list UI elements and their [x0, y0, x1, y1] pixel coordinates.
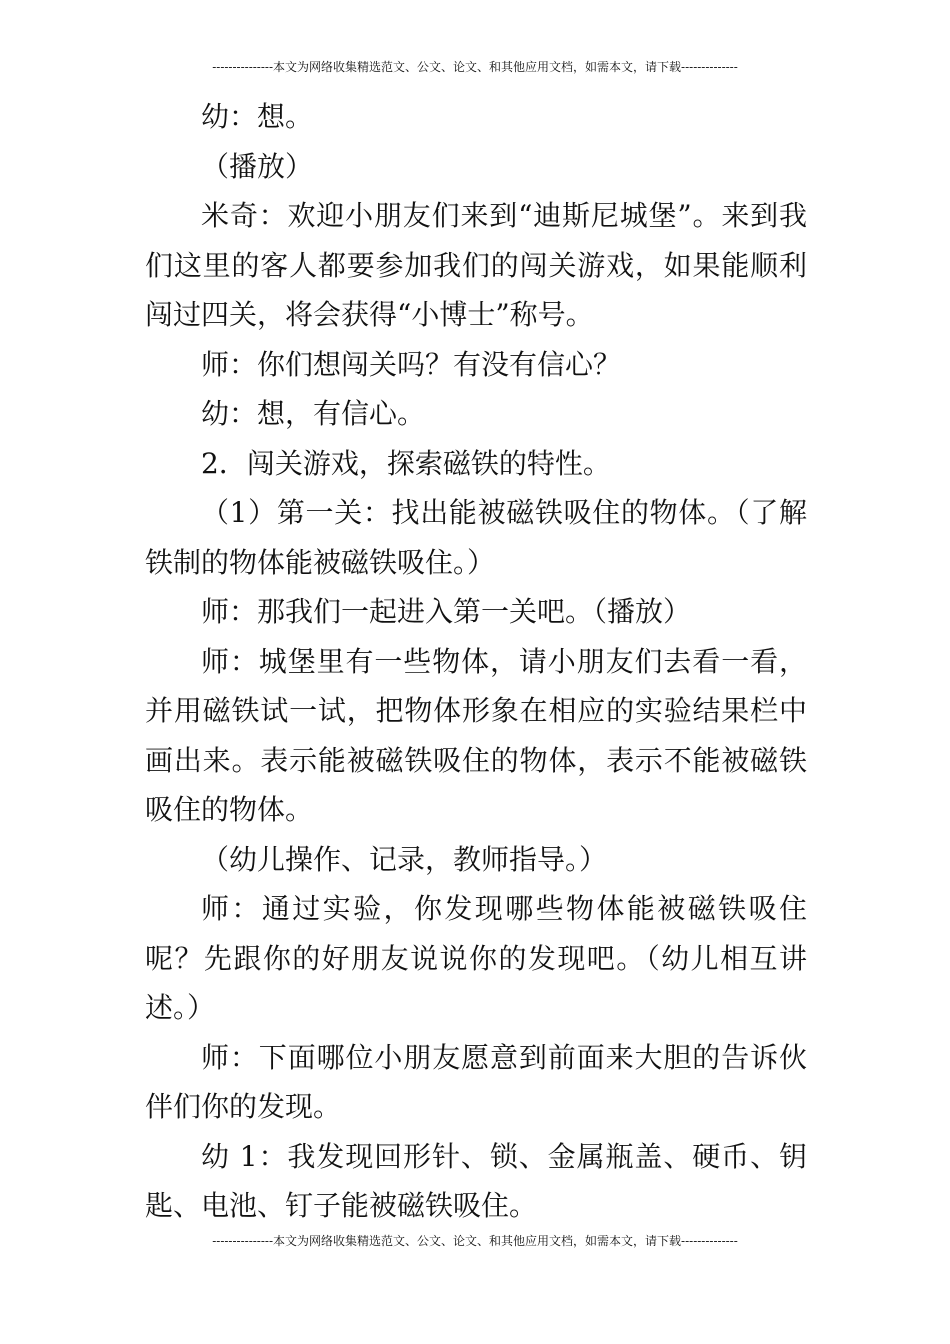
paragraph: 师：下面哪位小朋友愿意到前面来大胆的告诉伙伴们你的发现。 [145, 1040, 807, 1123]
page-header: ---------------本文为网络收集精选范文、公文、论文、和其他应用文档，如需本文，请下载-------------- [212, 60, 738, 74]
paragraph: （播放） [201, 149, 314, 183]
paragraph: 师：你们想闯关吗？有没有信心？ [201, 347, 622, 381]
paragraph: 幼：想。 [201, 100, 314, 133]
paragraph: 师：城堡里有一些物体，请小朋友们去看一看，并用磁铁试一试，把物体形象在相应的实验结果栏中画出来。表示能被磁铁吸住的物体，表示不能被磁铁吸住的物体。 [145, 644, 807, 826]
paragraph: 米奇：欢迎小朋友们来到“迪斯尼城堡”。来到我们这里的客人都要参加我们的闯关游戏，如果能顺利闯过四关，将会获得“小博士”称号。 [145, 199, 807, 331]
document-body [145, 92, 807, 1231]
paragraph: 2．闯关游戏，探索磁铁的特性。 [201, 446, 611, 480]
paragraph: （1）第一关：找出能被磁铁吸住的物体。（了解铁制的物体能被磁铁吸住。） [145, 496, 807, 579]
paragraph: 幼 1：我发现回形针、锁、金属瓶盖、硬币、钥匙、电池、钉子能被磁铁吸住。 [145, 1139, 807, 1222]
paragraph: 师：那我们一起进入第一关吧。（播放） [201, 595, 692, 628]
page-footer: ---------------本文为网络收集精选范文、公文、论文、和其他应用文档，如需本文，请下载-------------- [212, 1234, 738, 1248]
paragraph: 幼：想，有信心。 [201, 397, 426, 430]
paragraph: （幼儿操作、记录，教师指导。） [201, 842, 608, 876]
paragraph: 师：通过实验，你发现哪些物体能被磁铁吸住呢？先跟你的好朋友说说你的发现吧。（幼儿相互讲述。） [145, 892, 807, 1024]
